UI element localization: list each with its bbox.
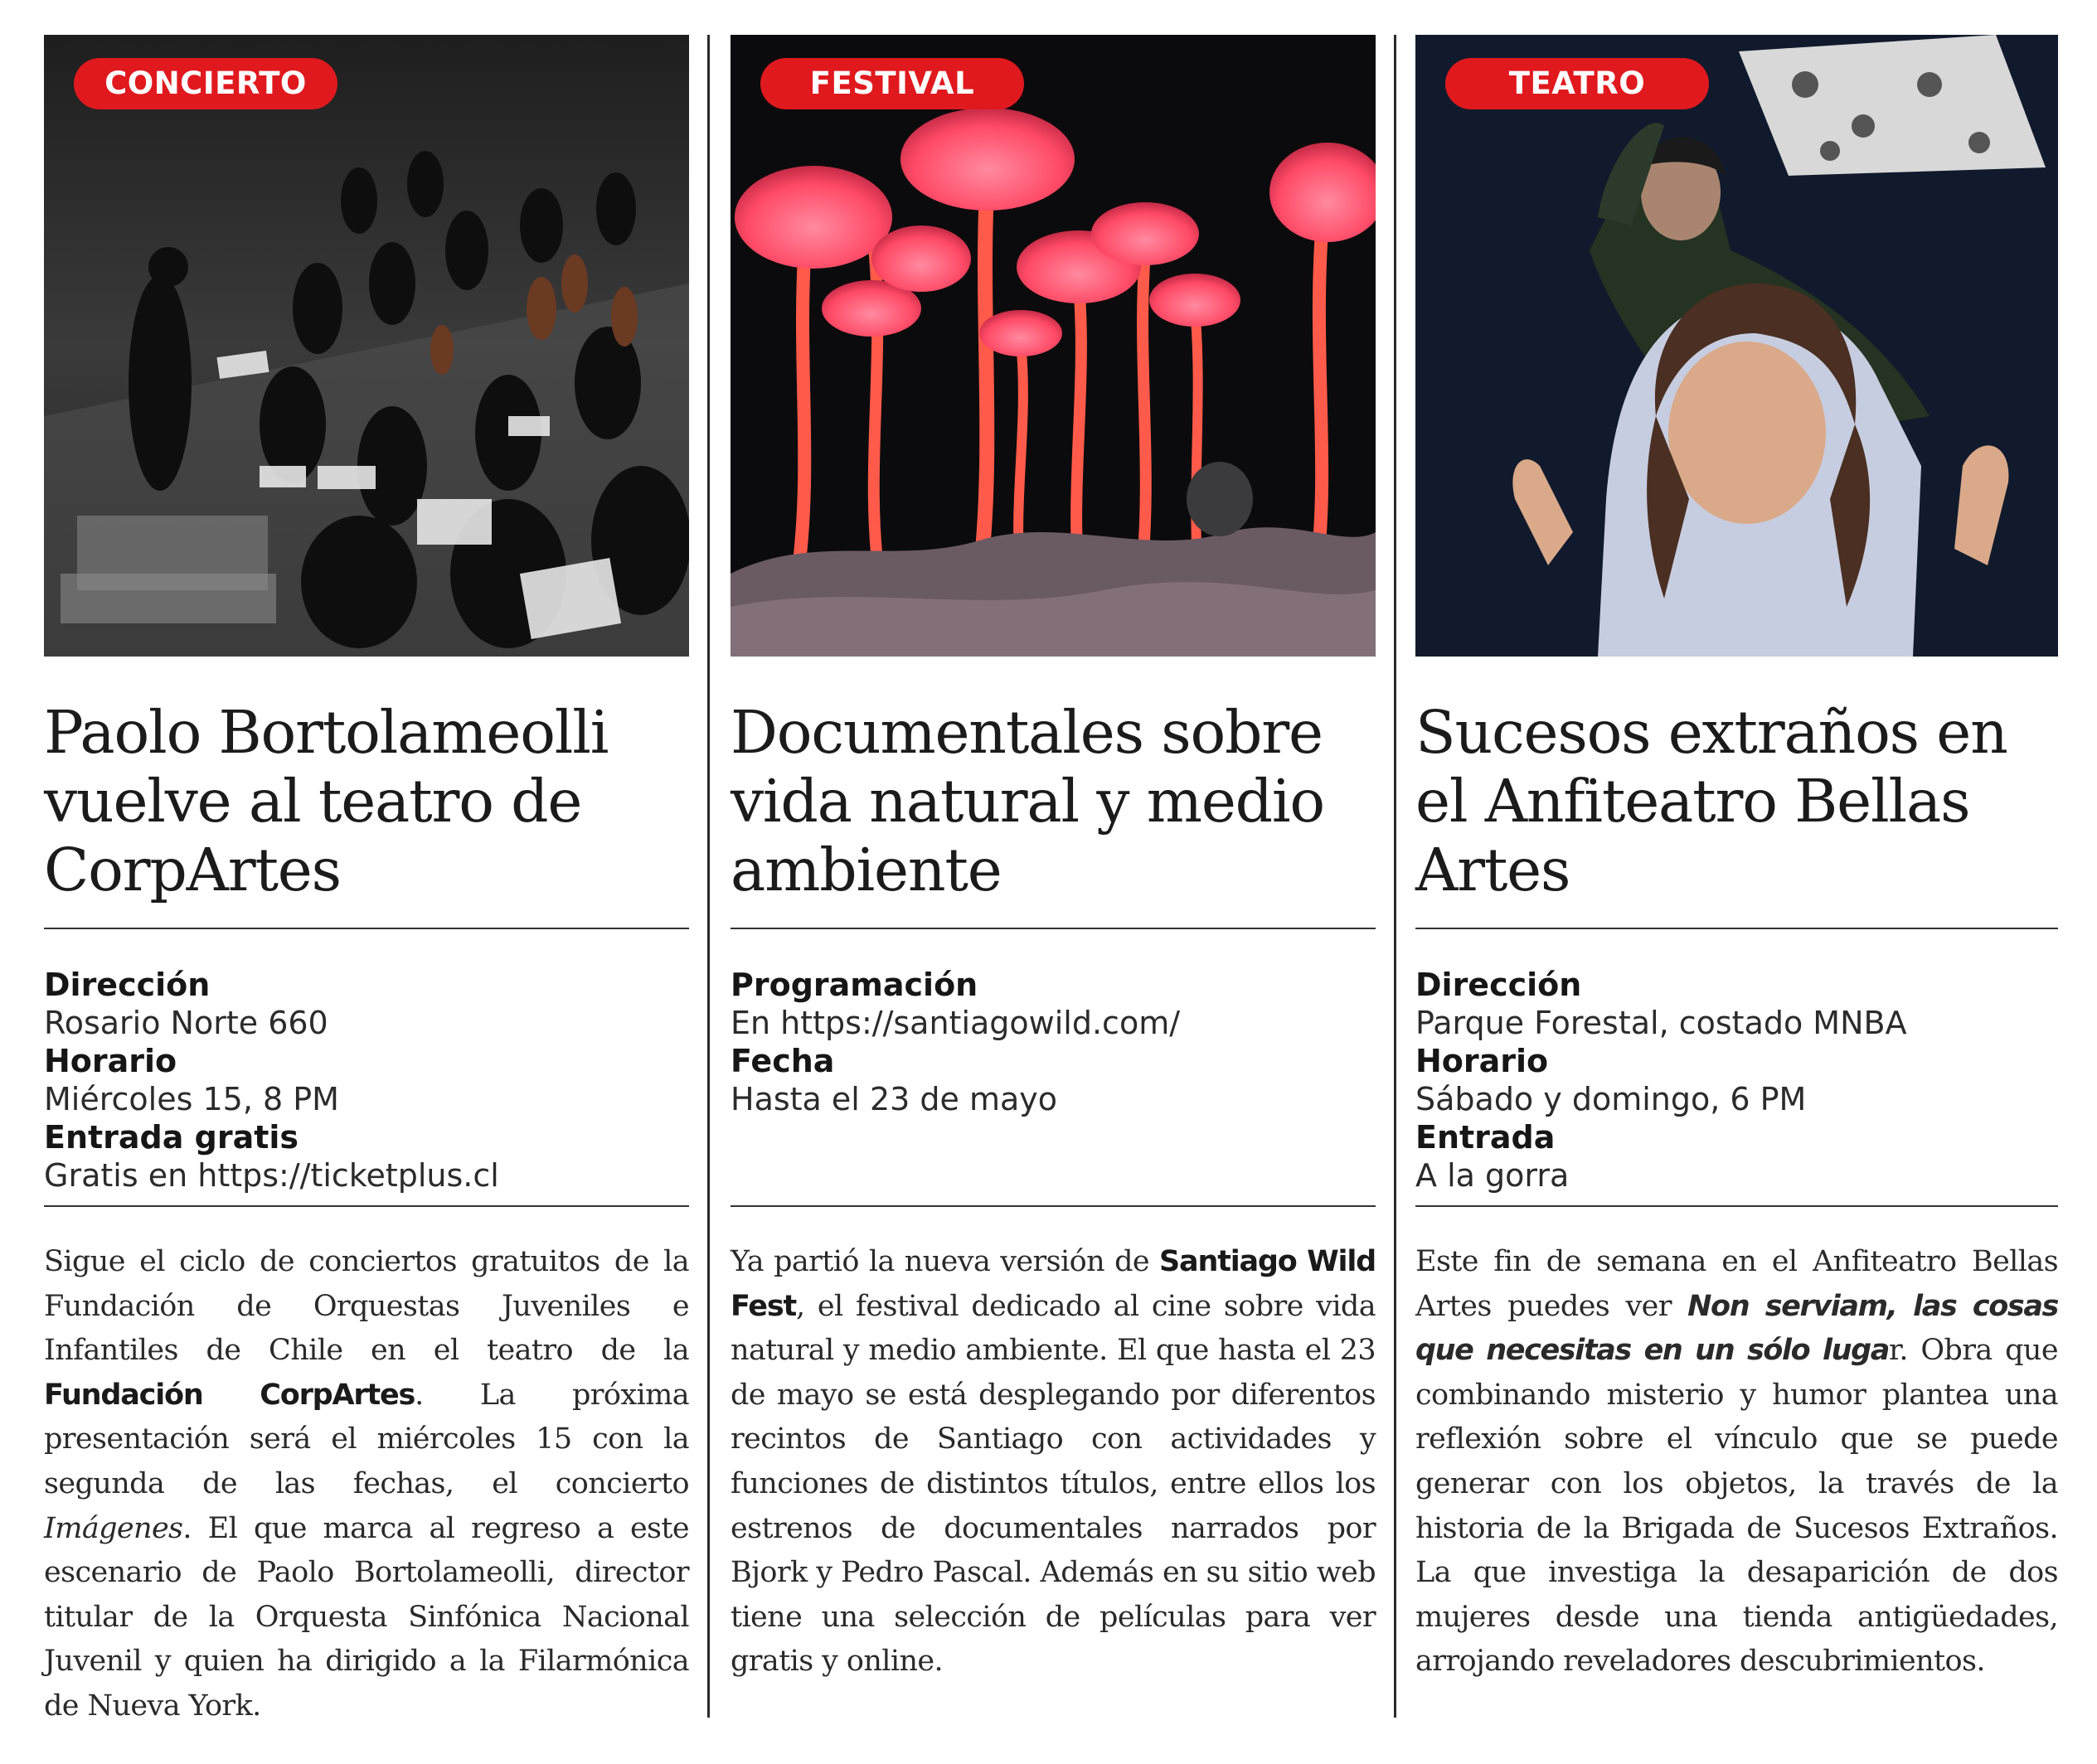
info-label: Dirección	[44, 967, 211, 1003]
info-value: Rosario Norte 660	[44, 1005, 328, 1041]
body-text: , el festival dedicado al cine sobre vida natural y medio ambiente. El que hasta el 23 de mayo se está desplegando por diferentos recintos de Santiago con actividades y funciones de distintos títulos, entre ellos los estrenos de documentales narrados por Bjork y Pedro Pascal. Además en su sitio web tiene una selección de películas para ver gratis y online.	[731, 1289, 1376, 1679]
divider	[44, 928, 689, 929]
headline: Paolo Bortolameolli vuelve al teatro de CorpArtes	[44, 698, 609, 904]
info-label: Horario	[44, 1043, 177, 1079]
info-label: Entrada	[1415, 1119, 1556, 1156]
headline: Documentales sobre vida natural y medio ambiente	[731, 698, 1324, 904]
article-festival	[731, 35, 1376, 1713]
mushrooms-photo	[731, 35, 1376, 657]
article-concierto	[44, 35, 689, 1758]
event-info	[1415, 966, 2058, 1199]
divider	[731, 928, 1376, 929]
event-info	[44, 966, 689, 1199]
body-bold: Santiago Wild Fest	[731, 1245, 1376, 1323]
column-separator	[707, 35, 710, 1718]
body-bold-italic: Non serviam, las cosas que necesitas en un sólo luga	[1415, 1289, 2058, 1368]
event-info	[731, 966, 1376, 1199]
info-label: Dirección	[1415, 967, 1582, 1003]
divider	[1415, 1205, 2058, 1207]
info-label: Horario	[1415, 1043, 1549, 1079]
article-body	[731, 1240, 1376, 1684]
headline: Sucesos extraños en el Anfiteatro Bellas Artes	[1415, 698, 2007, 904]
info-label: Fecha	[731, 1043, 835, 1079]
orchestra-image	[44, 35, 689, 657]
info-label: Entrada gratis	[44, 1119, 299, 1156]
column-separator	[1394, 35, 1396, 1718]
theatre-image	[1415, 35, 2058, 657]
body-text: . El que marca al regreso a este escenario de Paolo Bortolameolli, director titular de la Orquesta Sinfónica Nacional Juvenil y quien ha dirigido a la Filarmónica de Nueva York.	[44, 1511, 689, 1723]
body-italic: Imágenes	[44, 1511, 183, 1545]
theatre-photo	[1415, 35, 2058, 657]
category-tag: CONCIERTO	[74, 58, 337, 109]
info-value: Gratis en https://ticketplus.cl	[44, 1157, 499, 1194]
mushrooms-image	[731, 35, 1376, 657]
body-text: Este fin de semana en el Anfiteatro Bellas Artes puedes ver	[1415, 1245, 2058, 1323]
article-body	[1415, 1240, 2058, 1684]
info-value: Parque Forestal, costado MNBA	[1415, 1005, 1907, 1041]
body-text: Ya partió la nueva versión de	[731, 1245, 1160, 1278]
category-tag: FESTIVAL	[760, 58, 1024, 109]
info-value: Miércoles 15, 8 PM	[44, 1081, 339, 1117]
info-value: A la gorra	[1415, 1157, 1570, 1194]
body-text: r. Obra que combinando misterio y humor plantea una reflexión sobre el vínculo que se puede generar con los objetos, la través de la historia de la Brigada de Sucesos Extraños. La que investiga la desaparición de dos mujeres desde una tienda antigüedades, arrojando reveladores descubrimientos.	[1415, 1334, 2058, 1679]
divider	[1415, 928, 2058, 929]
divider	[731, 1205, 1376, 1207]
article-body	[44, 1240, 689, 1729]
body-text: Sigue el ciclo de conciertos gratuitos de la Fundación de Orquestas Juveniles e Infantiles de Chile en el teatro de la	[44, 1245, 689, 1368]
orchestra-photo	[44, 35, 689, 657]
info-value: Hasta el 23 de mayo	[731, 1081, 1057, 1117]
body-bold: Fundación CorpArtes	[44, 1378, 415, 1412]
info-label: Programación	[731, 967, 978, 1003]
divider	[44, 1205, 689, 1207]
body-text: . La próxima presentación será el miércoles 15 con la segunda de las fechas, el concierto	[44, 1378, 689, 1500]
article-teatro	[1415, 35, 2058, 1713]
category-tag: TEATRO	[1445, 58, 1709, 109]
info-value: En https://santiagowild.com/	[731, 1005, 1181, 1041]
info-value: Sábado y domingo, 6 PM	[1415, 1081, 1807, 1117]
